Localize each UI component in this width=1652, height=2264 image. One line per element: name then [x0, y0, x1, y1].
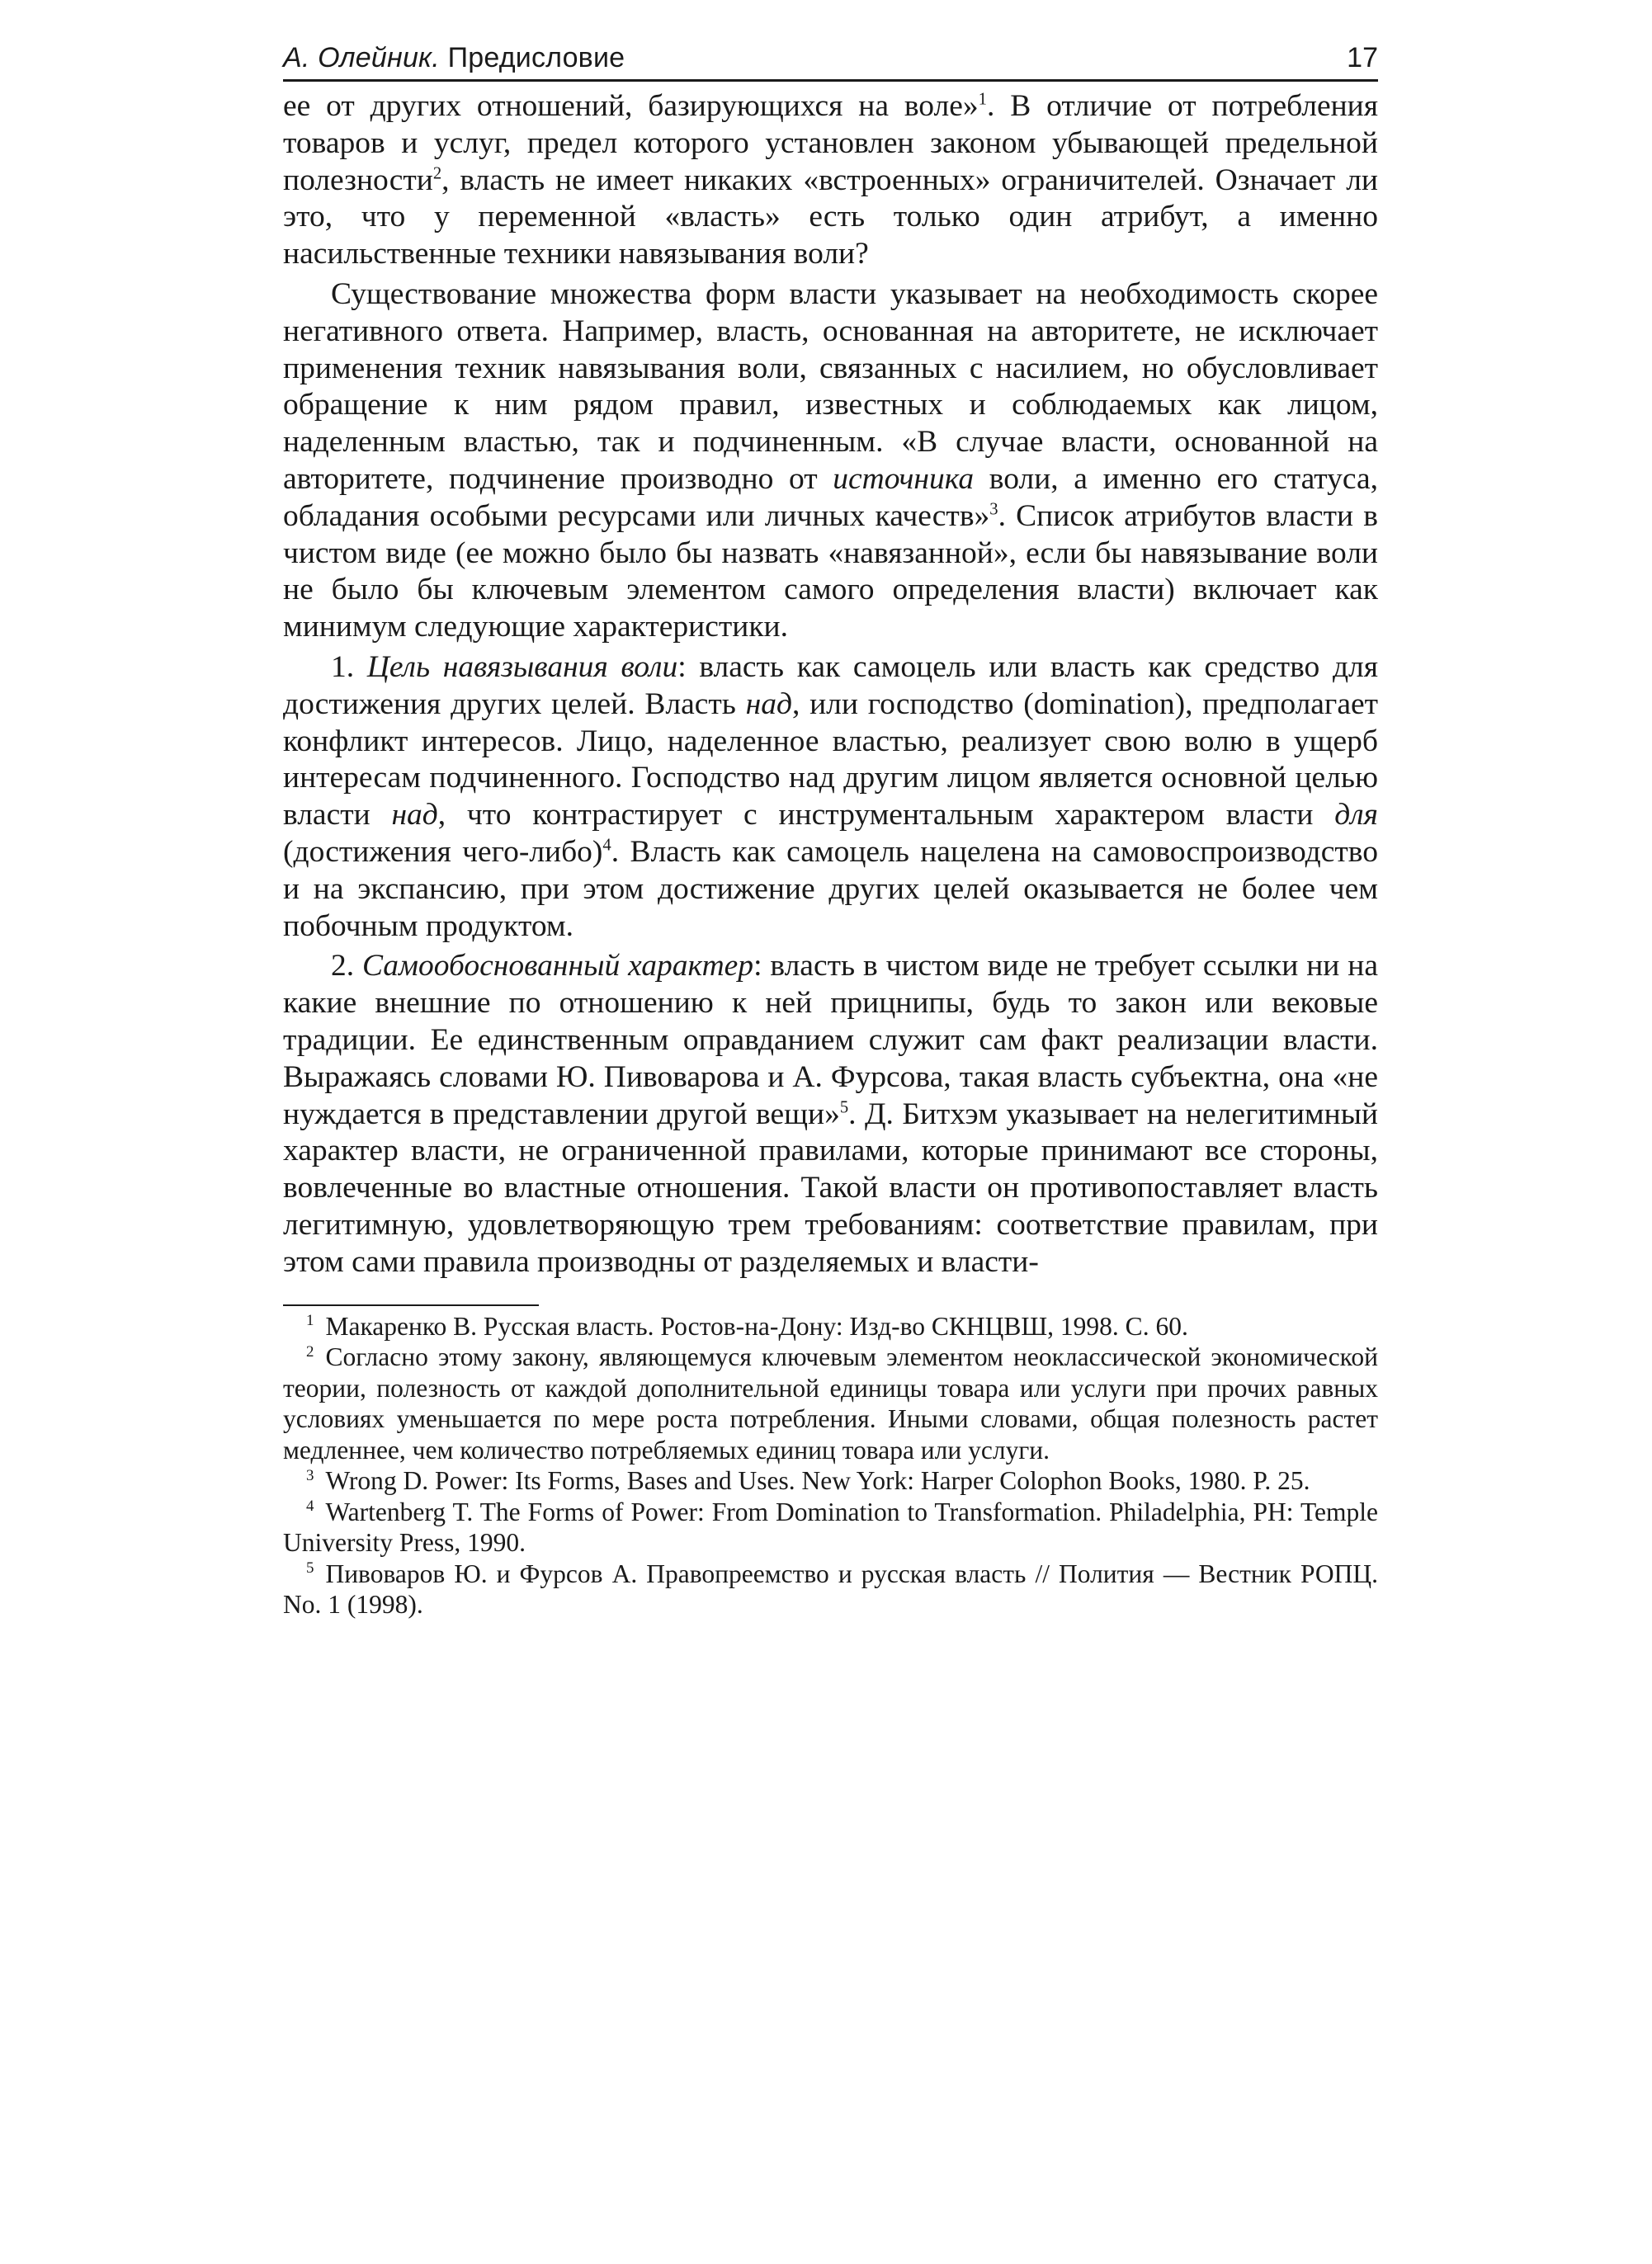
emphasis: над: [745, 686, 792, 721]
text-run: (достижения чего-либо): [283, 834, 603, 869]
footnote-text: Макаренко В. Русская власть. Ростов-на-Дону: Изд-во СКНЦВШ, 1998. С. 60.: [325, 1311, 1188, 1341]
footnote-mark: 1: [306, 1312, 314, 1329]
footnote-mark: 4: [306, 1498, 314, 1515]
footnote-text: Пивоваров Ю. и Фурсов А. Правопреемство и русская власть // Полития — Вестник РОПЦ. No. 1 (1998).: [283, 1559, 1378, 1619]
running-title: [283, 41, 625, 74]
paragraph-1: [283, 88, 1378, 273]
footnote-5: [283, 1559, 1378, 1620]
text-run: 2.: [331, 949, 363, 983]
text-run: . Список атрибутов власти в чистом виде (ее можно было бы назвать «навязанной», если бы навязывание воли не было бы ключевым элементом самого определения власти) включает как минимум следующие характеристики.: [283, 498, 1379, 644]
text-run: Существование множества форм власти указывает на необходимость скорее негативного ответа. Например, власть, основанная на авторитете, не исключает применения техник навязывания воли, связанных с насилием, но обусловливает обращение к ним рядом правил, известных и соблюдаемых как лицом, наделенным властью, так и подчиненным. «В случае власти, основанной на авторитете, подчинение производно от: [283, 276, 1378, 496]
paragraph-3: [283, 649, 1378, 945]
main-text: [283, 88, 1378, 1281]
footnote-3: [283, 1465, 1378, 1497]
footnote-ref-4[interactable]: 4: [602, 836, 611, 855]
text-run: , или господство (domination), предполагает конфликт интересов. Лицо, наделенное властью, реализует свою волю в ущерб интересам подчиненного. Господство над другим лицом является основной целью власти: [283, 686, 1378, 832]
footnote-ref-5[interactable]: 5: [839, 1098, 849, 1117]
running-section: Предисловие: [447, 42, 625, 73]
footnote-1: [283, 1311, 1378, 1342]
text-run: 1.: [331, 649, 367, 684]
emphasis: источника: [833, 461, 975, 496]
footnote-2: [283, 1342, 1378, 1465]
text-run: : власть как самоцель или власть как средство для достижения других целей. Власть: [283, 649, 1379, 721]
paragraph-4: [283, 948, 1378, 1281]
footnotes: [283, 1311, 1378, 1620]
text-run: ее от других отношений, базирующихся на воле»: [283, 89, 979, 123]
text-run: воли, а именно его статуса, обладания особыми ресурсами или личных качеств»: [283, 461, 1379, 533]
footnote-text: Wrong D. Power: Its Forms, Bases and Uses. New York: Harper Colophon Books, 1980. P. 25.: [325, 1466, 1310, 1495]
text-run: , что контрастирует с инструментальным характером власти: [437, 798, 1335, 832]
emphasis: для: [1334, 798, 1378, 832]
footnote-mark: 2: [306, 1342, 314, 1361]
text-run: . Д. Битхэм указывает на нелегитимный характер власти, не ограниченной правилами, которые принимают все стороны, вовлеченные во властные отношения. Такой власти он противопоставляет власть легитимную, удовлетворяющую трем требованиям: соответствие правилам, при этом сами правила производны от разделяемых и власти-: [283, 1097, 1378, 1279]
page-number: 17: [1347, 42, 1378, 73]
book-page: [283, 41, 1378, 1620]
running-author: А. Олейник.: [283, 42, 440, 73]
paragraph-2: [283, 276, 1378, 646]
footnote-ref-3[interactable]: 3: [989, 500, 998, 519]
footnote-ref-2[interactable]: 2: [432, 164, 442, 183]
text-run: . Власть как самоцель нацелена на самовоспроизводство и на экспансию, при этом достижение других целей оказывается не более чем побочным продуктом.: [283, 834, 1378, 943]
footnote-text: Wartenberg T. The Forms of Power: From Domination to Transformation. Philadelphia, PH: Temple University Press, 1990.: [283, 1497, 1378, 1557]
footnote-text: Согласно этому закону, являющемуся ключевым элементом неоклассической экономической теории, полезность от каждой дополнительной единицы товара или услуги при прочих равных условиях уменьшается по мере роста потребления. Иными словами, общая полезность растет медленнее, чем количество потребляемых единиц товара или услуги.: [283, 1342, 1378, 1465]
running-head: [283, 41, 1378, 82]
text-run: . В отличие от потребления товаров и услуг, предел которого установлен законом убывающей предельной полезности: [283, 89, 1378, 197]
footnote-divider: [283, 1304, 539, 1306]
footnote-4: [283, 1497, 1378, 1559]
text-run: : власть в чистом виде не требует ссылки ни на какие внешние по отношению к ней прицнипы, будь то закон или вековые традиции. Ее единственным оправданием служит сам факт реализации власти. Выражаясь словами Ю. Пивоварова и А. Фурсова, такая власть субъектна, она «не нуждается в представлении другой вещи»: [283, 949, 1378, 1131]
emphasis: Цель навязывания воли: [366, 649, 678, 684]
footnote-mark: 5: [306, 1559, 314, 1577]
emphasis: Самообоснованный характер: [362, 949, 754, 983]
footnote-mark: 3: [306, 1466, 314, 1484]
footnote-ref-1[interactable]: 1: [978, 90, 987, 109]
text-run: , власть не имеет никаких «встроенных» ограничителей. Означает ли это, что у переменной «власть» есть только один атрибут, а именно насильственные техники навязывания воли?: [283, 163, 1378, 271]
emphasis: над: [391, 798, 438, 832]
